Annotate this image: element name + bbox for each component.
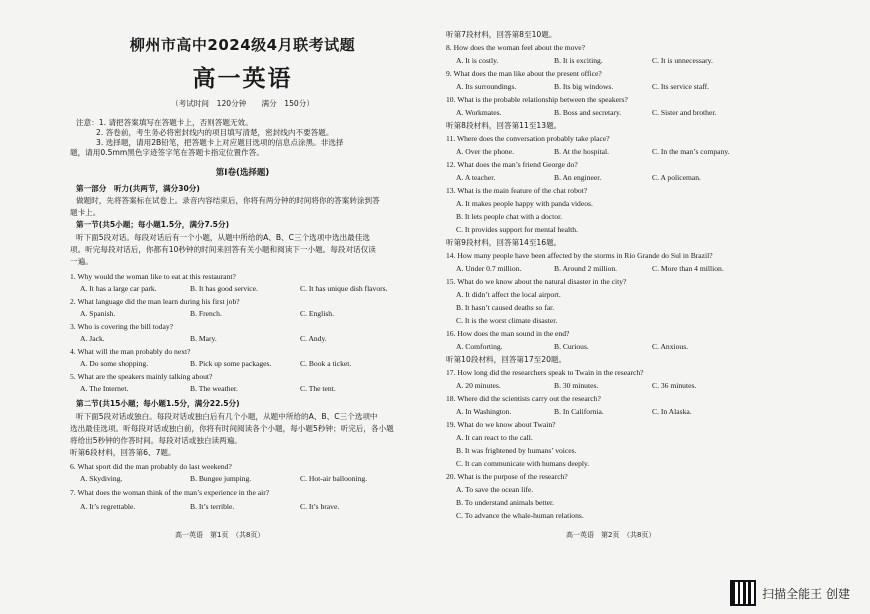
question-9: 9. What does the man like about the present office? — [446, 69, 602, 78]
option: A. To save the ocean life. — [456, 485, 534, 494]
sec1-title: 第一节(共5小题；每小题1.5分，满分7.5分) — [76, 220, 230, 229]
option: B. Pick up some packages. — [190, 359, 272, 368]
option: B. An engineer. — [554, 173, 602, 182]
question-3: 3. Who is covering the bill today? — [70, 322, 173, 331]
sec1-instr: 项。听完每段对话后，你都有10秒钟的时间来回答有关小题和阅读下一小题。每段对话仅读 — [70, 245, 376, 254]
question-12: 12. What does the man’s friend George do? — [446, 160, 578, 169]
question-18: 18. Where did the scientists carry out the research? — [446, 394, 601, 403]
material-6: 听第6段材料，回答第6、7题。 — [70, 448, 176, 457]
question-6: 6. What sport did the man probably do last weekend? — [70, 462, 232, 471]
material-9: 听第9段材料，回答第14至16题。 — [446, 238, 562, 247]
option: C. Its service staff. — [652, 82, 710, 91]
note-line: 3. 选择题，请用2B铅笔，把答题卡上对应题目选项的信息点涂黑。非选择 — [96, 138, 344, 147]
option: A. The Internet. — [80, 384, 129, 393]
option: A. 20 minutes. — [456, 381, 501, 390]
question-20: 20. What is the purpose of the research? — [446, 472, 568, 481]
watermark-text: 扫描全能王 创建 — [762, 586, 850, 601]
question-5: 5. What are the speakers mainly talking about? — [70, 372, 213, 381]
material-10: 听第10段材料，回答第17至20题。 — [446, 355, 567, 364]
part1-intro: 题卡上。 — [70, 208, 101, 217]
sec1-instr: 听下面5段对话。每段对话后有一个小题，从题中所给的A、B、C三个选项中选出最佳选 — [76, 233, 370, 242]
option: B. Bungee jumping. — [190, 474, 252, 483]
option: A. Spanish. — [80, 309, 116, 318]
question-15: 15. What do we know about the natural disaster in the city? — [446, 277, 627, 286]
option: B. Mary. — [190, 334, 217, 343]
question-7: 7. What does the woman think of the man’s experience in the air? — [70, 488, 270, 497]
option: C. It is the worst climate disaster. — [456, 316, 558, 325]
option: C. More than 4 million. — [652, 264, 724, 273]
left-page — [70, 0, 415, 560]
question-8: 8. How does the woman feel about the move? — [446, 43, 585, 52]
option: C. It can communicate with humans deeply. — [456, 459, 590, 468]
sec2-instr: 听下面5段对话或独白。每段对话或独白后有几个小题，从题中所给的A、B、C三个选项中 — [76, 412, 378, 421]
option: C. Andy. — [300, 334, 327, 343]
option: C. It has unique dish flavors. — [300, 284, 388, 293]
option: C. In the man’s company. — [652, 147, 730, 156]
page-footer: 高一英语 第2页 （共8页） — [566, 531, 656, 539]
option: C. 36 minutes. — [652, 381, 697, 390]
question-1: 1. Why would the woman like to eat at this restaurant? — [70, 272, 236, 281]
option: A. It has a large car park. — [80, 284, 157, 293]
option: A. Over the phone. — [456, 147, 514, 156]
note-line: 注意：1. 请把答案填写在答题卡上，否则答题无效。 — [76, 118, 253, 127]
note-line: 题，请用0.5mm黑色字迹签字笔在答题卡指定位置作答。 — [70, 148, 264, 157]
option: B. It is exciting. — [554, 56, 603, 65]
option: B. It lets people chat with a doctor. — [456, 212, 563, 221]
option: B. It’s terrible. — [190, 502, 235, 511]
option: A. It’s regrettable. — [80, 502, 136, 511]
option: A. Its surroundings. — [456, 82, 517, 91]
option: B. It has good service. — [190, 284, 258, 293]
option: A. It is costly. — [456, 56, 499, 65]
subject-title: 高一英语 — [192, 66, 293, 92]
option: C. Anxious. — [652, 342, 689, 351]
question-16: 16. How does the man sound in the end? — [446, 329, 570, 338]
question-4: 4. What will the man probably do next? — [70, 347, 191, 356]
question-14: 14. How many people have been affected by the storms in Rio Grande do Sul in Brazil? — [446, 251, 713, 260]
option: B. To understand animals better. — [456, 498, 555, 507]
option: C. In Alaska. — [652, 407, 692, 416]
option: A. Skydiving. — [80, 474, 123, 483]
section-title: 第Ⅰ卷(选择题) — [215, 168, 270, 178]
note-line: 2. 答卷前，考生务必将密封线内的项目填写清楚，密封线内不要答题。 — [96, 128, 334, 137]
option: A. Comforting. — [456, 342, 503, 351]
option: B. Around 2 million. — [554, 264, 618, 273]
question-13: 13. What is the main feature of the chat robot? — [446, 186, 588, 195]
sec2-instr: 将给出5秒钟的作答时间。每段对话或独白读两遍。 — [70, 436, 242, 445]
option: C. Book a ticket. — [300, 359, 352, 368]
option: A. It didn’t affect the local airport. — [456, 290, 561, 299]
option: B. Curious. — [554, 342, 589, 351]
part1-intro: 做题时，先将答案标在试卷上。录音内容结束后，你将有两分钟的时间将你的答案转涂到答 — [76, 196, 380, 205]
option: B. French. — [190, 309, 222, 318]
page-footer: 高一英语 第1页 （共8页） — [175, 531, 265, 539]
sec1-instr: 一遍。 — [70, 257, 93, 266]
option: B. Boss and secretary. — [554, 108, 622, 117]
option: C. Hot-air ballooning. — [300, 474, 368, 483]
qr-code-icon — [730, 580, 756, 606]
scanner-watermark — [730, 580, 850, 606]
option: A. In Washington. — [456, 407, 512, 416]
option: C. It is unnecessary. — [652, 56, 713, 65]
question-19: 19. What do we know about Twain? — [446, 420, 556, 429]
option: C. It provides support for mental health. — [456, 225, 578, 234]
material-7: 听第7段材料，回答第8至10题。 — [446, 30, 557, 39]
option: A. It can react to the call. — [456, 433, 533, 442]
sec2-instr: 选出最佳选项。听每段对话或独白前，你将有时间阅读各个小题，每小题5秒钟；听完后，各小题 — [70, 424, 394, 433]
option: C. English. — [300, 309, 334, 318]
question-10: 10. What is the probable relationship between the speakers? — [446, 95, 628, 104]
option: B. The weather. — [190, 384, 238, 393]
option: C. A policeman. — [652, 173, 701, 182]
part1-title: 第一部分 听力(共两节，满分30分) — [76, 184, 200, 193]
exam-meta: （考试时间 120分钟 满分 150分） — [171, 99, 314, 108]
option: C. To advance the whale-human relations. — [456, 511, 584, 520]
sec2-title: 第二节(共15小题；每小题1.5分，满分22.5分) — [76, 399, 240, 408]
option: C. Sister and brother. — [652, 108, 717, 117]
option: A. Jack. — [80, 334, 105, 343]
question-2: 2. What language did the man learn during his first job? — [70, 297, 240, 306]
question-11: 11. Where does the conversation probably take place? — [446, 134, 610, 143]
option: B. It was frightened by humans’ voices. — [456, 446, 577, 455]
option: C. The tent. — [300, 384, 336, 393]
option: B. 30 minutes. — [554, 381, 599, 390]
option: B. At the hospital. — [554, 147, 610, 156]
material-8: 听第8段材料，回答第11至13题。 — [446, 121, 562, 130]
option: B. Its big windows. — [554, 82, 614, 91]
option: A. A teacher. — [456, 173, 496, 182]
option: C. It’s brave. — [300, 502, 340, 511]
exam-title: 柳州市高中2024级4月联考试题 — [129, 36, 356, 54]
option: A. It makes people happy with panda videos. — [456, 199, 593, 208]
option: A. Do some shopping. — [80, 359, 149, 368]
option: B. It hasn’t caused deaths so far. — [456, 303, 555, 312]
option: B. In California. — [554, 407, 604, 416]
option: A. Under 0.7 million. — [456, 264, 522, 273]
option: A. Workmates. — [456, 108, 502, 117]
question-17: 17. How long did the researchers speak to Twain in the research? — [446, 368, 644, 377]
right-page — [446, 0, 766, 560]
